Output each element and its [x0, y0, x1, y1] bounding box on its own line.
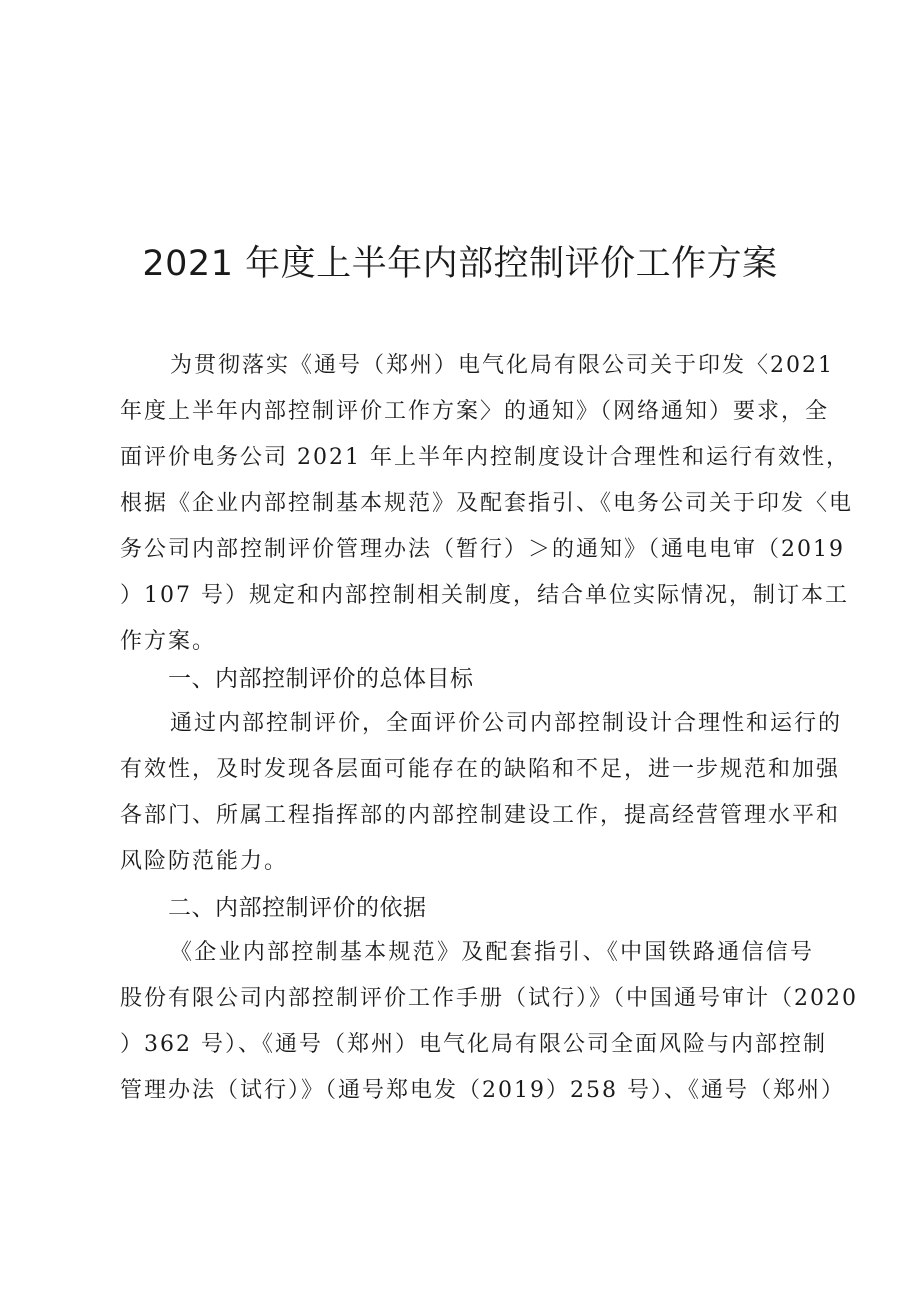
intro-line: 面评价电务公司 2021 年上半年内控制度设计合理性和运行有效性，	[120, 445, 850, 470]
section-1-line: 通过内部控制评价，全面评价公司内部控制设计合理性和运行的	[170, 711, 843, 736]
document-title: 2021 年度上半年内部控制评价工作方案	[142, 244, 778, 284]
section-2-paragraph	[120, 930, 858, 1114]
section-2-line: 股份有限公司内部控制评价工作手册（试行）》（中国通号审计（2020	[120, 986, 858, 1011]
intro-paragraph	[120, 343, 854, 665]
intro-line: ）107 号）规定和内部控制相关制度，结合单位实际情况，制订本工	[120, 583, 849, 608]
section-1-line: 有效性，及时发现各层面可能存在的缺陷和不足，进一步规范和加强	[120, 757, 841, 782]
section-2-line: ）362 号）、《通号（郑州）电气化局有限公司全面风险与内部控制	[120, 1032, 827, 1057]
section-1-line: 风险防范能力。	[120, 849, 289, 874]
section-1-line: 各部门、所属工程指挥部的内部控制建设工作，提高经营管理水平和	[120, 803, 841, 828]
section-1-paragraph	[120, 701, 843, 885]
intro-line: 年度上半年内部控制评价工作方案〉的通知》（网络通知）要求，全	[120, 399, 830, 424]
section-2-heading: 二、内部控制评价的依据	[168, 895, 427, 921]
section-2-line: 管理办法（试行）》（通号郑电发（2019）258 号）、《通号（郑州）	[120, 1078, 845, 1103]
section-2-line: 《企业内部控制基本规范》及配套指引、《中国铁路通信信号	[170, 940, 814, 965]
intro-line: 为贯彻落实《通号（郑州）电气化局有限公司关于印发〈2021	[170, 353, 834, 378]
intro-line: 根据《企业内部控制基本规范》及配套指引、《电务公司关于印发〈电	[120, 491, 854, 516]
intro-line: 务公司内部控制评价管理办法（暂行）＞的通知》（通电电审（2019	[120, 537, 845, 562]
section-1-heading: 一、内部控制评价的总体目标	[168, 666, 474, 692]
intro-line: 作方案。	[120, 629, 217, 654]
